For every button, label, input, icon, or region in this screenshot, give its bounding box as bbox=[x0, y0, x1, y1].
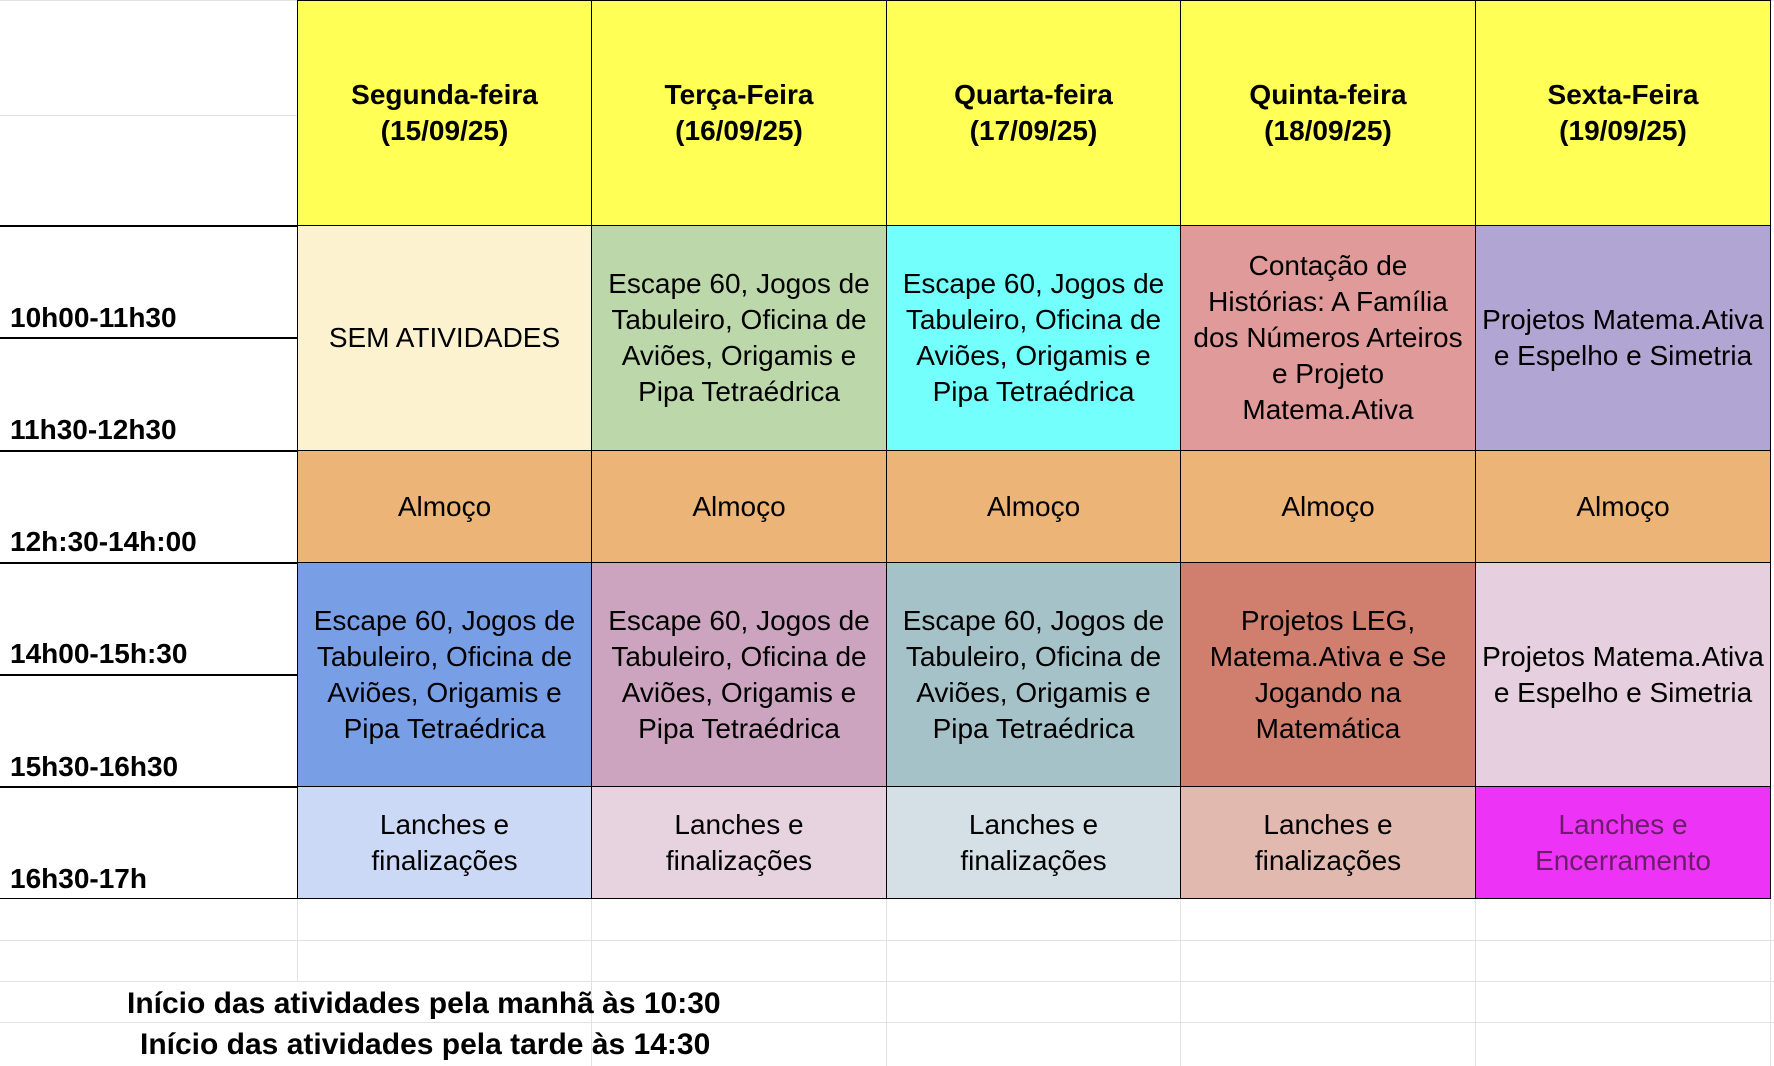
activity-cell: Projetos LEG, Matema.Ativa e Se Jogando na Matemática bbox=[1180, 562, 1476, 788]
snack-cell: Lanches e finalizações bbox=[1180, 786, 1476, 899]
lunch-cell: Almoço bbox=[1475, 450, 1771, 563]
snack-cell: Lanches e finalizações bbox=[886, 786, 1181, 899]
time-label: 16h30-17h bbox=[10, 863, 147, 894]
grid-line bbox=[886, 899, 887, 1066]
day-date: (19/09/25) bbox=[1559, 115, 1687, 146]
lunch-cell: Almoço bbox=[886, 450, 1181, 563]
day-name: Sexta-Feira bbox=[1547, 79, 1699, 110]
day-header-monday bbox=[297, 0, 592, 226]
day-name: Quarta-feira bbox=[954, 79, 1113, 110]
day-date: (15/09/25) bbox=[380, 115, 509, 146]
day-header-friday bbox=[1475, 0, 1771, 226]
day-name: Terça-Feira bbox=[664, 79, 814, 110]
day-header-wednesday bbox=[886, 0, 1181, 226]
snack-cell: Lanches e finalizações bbox=[297, 786, 592, 899]
afternoon-start-note: Início das atividades pela tarde às 14:30 bbox=[140, 1028, 711, 1061]
activity-cell: Escape 60, Jogos de Tabuleiro, Oficina de Aviões, Origamis e Pipa Tetraédrica bbox=[591, 225, 887, 451]
activity-cell: Projetos Matema.Ativa e Espelho e Simetria bbox=[1475, 562, 1771, 788]
morning-start-note: Início das atividades pela manhã às 10:30 bbox=[127, 987, 721, 1020]
time-label: 10h00-11h30 bbox=[10, 302, 177, 333]
day-header-thursday bbox=[1180, 0, 1476, 226]
day-name: Quinta-feira bbox=[1249, 79, 1407, 110]
time-label: 14h00-15h:30 bbox=[10, 638, 188, 669]
activity-cell: SEM ATIVIDADES bbox=[297, 225, 592, 451]
grid-line bbox=[1180, 899, 1181, 1066]
grid-line bbox=[0, 1022, 1774, 1023]
grid-line bbox=[297, 899, 298, 982]
snack-cell: Lanches e Encerramento bbox=[1475, 786, 1771, 899]
snack-cell: Lanches e finalizações bbox=[591, 786, 887, 899]
activity-cell: Contação de Histórias: A Família dos Números Arteiros e Projeto Matema.Ativa bbox=[1180, 225, 1476, 451]
activity-cell: Escape 60, Jogos de Tabuleiro, Oficina de Aviões, Origamis e Pipa Tetraédrica bbox=[591, 562, 887, 788]
time-label: 15h30-16h30 bbox=[10, 751, 179, 782]
activity-cell: Escape 60, Jogos de Tabuleiro, Oficina de Aviões, Origamis e Pipa Tetraédrica bbox=[297, 562, 592, 788]
grid-line bbox=[0, 940, 1774, 941]
time-label: 11h30-12h30 bbox=[10, 414, 177, 445]
day-name: Segunda-feira bbox=[351, 79, 538, 110]
activity-cell: Escape 60, Jogos de Tabuleiro, Oficina de Aviões, Origamis e Pipa Tetraédrica bbox=[886, 225, 1181, 451]
day-date: (16/09/25) bbox=[675, 115, 803, 146]
grid-line bbox=[1475, 899, 1476, 1066]
day-header-tuesday bbox=[591, 0, 887, 226]
day-date: (17/09/25) bbox=[969, 115, 1098, 146]
lunch-cell: Almoço bbox=[591, 450, 887, 563]
grid-line bbox=[0, 981, 1774, 982]
lunch-cell: Almoço bbox=[297, 450, 592, 563]
activity-cell: Escape 60, Jogos de Tabuleiro, Oficina de Aviões, Origamis e Pipa Tetraédrica bbox=[886, 562, 1181, 788]
day-date: (18/09/25) bbox=[1264, 115, 1392, 146]
lunch-cell: Almoço bbox=[1180, 450, 1476, 563]
time-label: 12h:30-14h:00 bbox=[10, 526, 197, 557]
activity-cell: Projetos Matema.Ativa e Espelho e Simetria bbox=[1475, 225, 1771, 451]
